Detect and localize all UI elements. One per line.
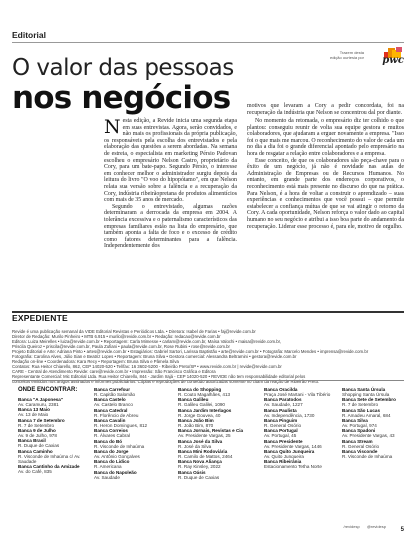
- store-name: Banca Mini Rodoviária: [178, 448, 228, 454]
- store-name: Banca do Lidico: [94, 459, 130, 465]
- header-rule: [12, 42, 404, 43]
- where-to-find-title: ONDE ENCONTRAR:: [18, 387, 78, 393]
- store-address: R. Duque de Caxias: [178, 474, 220, 480]
- store-name: Banca Nova Aliança: [178, 459, 222, 465]
- store-address: R. 7 de Setembro: [342, 402, 379, 408]
- expediente-line: Priscila Queiroz • priscila@revide.com.br, Paula Zufiani • paula@revide.com.br, Rose Rubini • rose@revide.com.br: [12, 344, 230, 350]
- store-address: R. Capitão Salomão: [94, 392, 136, 398]
- twitter-link[interactable]: @revidesp: [366, 524, 386, 529]
- store-name: Banca Visconde: [342, 448, 378, 454]
- section-label: Editorial: [12, 30, 47, 40]
- store-address: Av. do Café, 835: [18, 469, 52, 475]
- store-column: [178, 387, 260, 480]
- store-address: Av. Presidente Vargas, 25: [178, 433, 231, 439]
- store-item: [342, 428, 404, 438]
- store-item: [264, 418, 340, 428]
- store-name: Banca Castelo: [94, 397, 126, 403]
- store-item: [94, 439, 174, 449]
- headline-line-1: O valor das pessoas: [12, 55, 234, 81]
- facebook-link[interactable]: /revidesp: [343, 524, 360, 529]
- store-name: Banca Correios: [94, 428, 128, 434]
- store-name: Banca "A Japonesa": [18, 397, 64, 402]
- store-address: Av. Quito Junqueira: [264, 454, 304, 460]
- store-item: [264, 428, 340, 438]
- store-name: Banca Ribeirânia: [264, 459, 302, 465]
- page-header: [12, 30, 404, 42]
- store-address: R. Visconde de Inhaúma c/ Av. Saudade: [18, 453, 81, 464]
- store-address: Av. Castelo Branco: [94, 402, 133, 408]
- sponsor-line-2: edição ourtesia por: [329, 55, 364, 60]
- store-item: [264, 387, 340, 397]
- store-item: [18, 428, 90, 438]
- store-name: Banca Galileu: [178, 397, 209, 403]
- store-address: R. Galileu Galilei, 1090: [178, 402, 225, 408]
- store-name: Banca Caminho: [18, 448, 53, 454]
- expediente-line: Redação on-line • Coordenadora: Kara Recy • Reportagem: Bruna Silva e Pâmela Silva: [12, 359, 179, 365]
- store-address: R. José da Silva: [178, 443, 212, 449]
- store-address: R. Álvares Cabral: [94, 433, 130, 439]
- store-address: Av. Caramuru, 2381: [18, 402, 59, 408]
- store-name: Banca São Lucas: [342, 407, 381, 413]
- article-paragraph: Segundo o entrevistado, algumas razões determinaram a derrocada da empresa em 2004. A tolerância excessiva e o paternalismo característicos das empresas familiares estão na lista do empresário, que também aponta a falta de foco e o excesso de crédito como fatores determinantes para a falência. Independentemente dos: [104, 203, 237, 250]
- page-number: 5: [400, 527, 404, 533]
- sponsor-text: [302, 50, 364, 60]
- expediente-rule: [12, 311, 404, 313]
- article-paragraph: No momento da retomada, o empresário diz ter colhido o que plantou: conseguiu reunir de volta sua equipe gestora e muitos colaboradores, que ajudaram a erguer novamente a empresa. "Isso foi o que mais me marcou. O reconhecimento do valor de cada um no dia a dia foi o grande diferencial apontado pelo empresário na hora de resgatar a relação entre colaboradores e a empresa.: [247, 118, 404, 157]
- store-address: R. Florêncio de Abreu: [94, 412, 139, 418]
- expediente-line: Projeto Editorial e Arte: Adriana Pinto • artes@revide.com.br • Estagiários: Gabriel Sartori, Larissa Baptistão • arte@revide.com.br • Fotografia: Marcelo Mendes • imprensa@revide.com.br: [12, 349, 369, 355]
- headline-line-2: nos negócios: [12, 80, 231, 116]
- store-address: R. João Bim, 870: [178, 423, 214, 429]
- store-item: [18, 387, 90, 397]
- store-item: [264, 439, 340, 449]
- store-address: R. Camilo de Mattos, 2464: [178, 454, 233, 460]
- store-name: Banca do Bó: [94, 438, 123, 444]
- store-column: [264, 387, 340, 470]
- store-address: Av. Antônio Gonçalves: [94, 454, 140, 460]
- store-name: Banca Pinguim: [264, 417, 298, 423]
- article-paragraph: motivos que levaram a Cory a pedir concordata, foi na recuperação da indústria que Nelson se concentrou dal por diante.: [247, 103, 404, 116]
- store-address: R. Amadeu Amaral, 684: [342, 412, 391, 418]
- pwc-wordmark: pwc: [382, 55, 404, 66]
- store-name: Banca Sete de Setembro: [342, 397, 396, 403]
- store-address: Estacionamento Tetha Norte: [264, 464, 322, 470]
- store-name: Banca 7 de Setembro: [18, 417, 65, 423]
- expediente-line: Fotografia: Carolina Alves, Júlio Sian e Beatriz Lopes • Reportagem: Bruna Silva • Gestora comercial: Alessandra Beltramini • gestora@revide.com.br: [12, 354, 297, 360]
- store-item: [342, 408, 404, 418]
- store-item: [94, 428, 174, 438]
- store-name: Banca Presidente: [264, 438, 303, 444]
- store-name: Banca Portugal: [264, 428, 298, 434]
- store-name: Banca Cantinho da Amizade: [18, 464, 80, 470]
- store-column: [342, 387, 404, 459]
- article-column-2: [247, 118, 404, 296]
- store-column: [18, 387, 90, 474]
- store-address: R. Ray Kinsley, 2022: [178, 464, 221, 470]
- store-name: Banca Paratodos: [264, 397, 302, 403]
- store-name: Banca Santa Úrsula: [342, 387, 386, 392]
- store-name: Banca Jardim Interlagos: [178, 407, 232, 413]
- store-name: Banca do Jorge: [94, 448, 129, 454]
- expediente-line: Diretor de Redação: Murilo Pinheiro • MTB 6.915 • murilo@revide.com.br • Redação: redacao@revide.com.br: [12, 334, 221, 340]
- sponsor-line-1: Trazem desta: [339, 50, 364, 55]
- store-address: Av. Independência, 1730: [264, 412, 315, 418]
- article-paragraph: Esse conceito, de que os colaboradores são peça-chave para o êxito de um negócio, já não é novidade nas aulas de Administração de Empresas ou de Recursos Humanos. No entanto, em grande parte dos endereços corporativos, o reconhecimento está mais presente no discurso do que na prática. Para Nelson, é a hora de voltar a construir o aprendizado – suas experiências e conhecimentos que você possui – que permite estabelecer a confiança mútua de que se vai atingir o retorno da Cory. A cada oportunidade, Nelson reforça o valor dado ao capital humano no seu negócio e atribui a isso boa parte do andamento da recuperação. Liderar esse processo é, para ele, motivo de orgulho.: [247, 157, 404, 230]
- expediente-body: [12, 329, 404, 385]
- store-item: [94, 449, 174, 459]
- store-address: R. General Osório: [342, 443, 380, 449]
- social-links: [337, 524, 386, 529]
- store-item: [342, 449, 404, 459]
- store-address: R. Couto Magalhães, 413: [178, 392, 231, 398]
- store-address: Av. Portugal, 974: [342, 423, 377, 429]
- expediente-line: Representante Comercial: Mic Editorial Ltda. Rua Heitor Chiarello, 844 - Jardim Irajá - CEP 14020-520 • REVIDE não tem responsabilidade editorial pelos: [12, 374, 306, 380]
- expediente-line: CARE - Central de Atendimento Revide: care@revide.com.br • Impressão: São Francisco Gráfica e Editora: [12, 369, 216, 375]
- store-address: R. Visconde de Inhaúma: [342, 454, 393, 460]
- store-item: [94, 418, 174, 428]
- store-name: Banca Spadoni: [342, 428, 376, 434]
- store-address: R. Visconde de Inhaúma: [94, 443, 145, 449]
- pwc-logo: [370, 46, 404, 66]
- store-address: R. Jorge Gouvea, 40: [178, 412, 221, 418]
- store-item: [178, 387, 260, 397]
- store-name: Banca do Shopping: [178, 387, 222, 392]
- store-item: [178, 418, 260, 428]
- store-item: [264, 459, 340, 469]
- store-name: Banca Carrefour: [94, 387, 130, 392]
- store-address: R. Heron Domingues, 812: [94, 423, 148, 429]
- store-item: [178, 428, 260, 438]
- store-name: Banca Catedral: [94, 407, 128, 413]
- store-name: Banca Silva: [342, 417, 368, 423]
- store-item: [18, 418, 90, 428]
- store-name: Banca Stream: [342, 438, 373, 444]
- store-name: Banca 13 Maio: [18, 407, 50, 413]
- store-item: [178, 408, 260, 418]
- store-address: R. General Osório: [264, 423, 302, 429]
- store-item: [178, 459, 260, 469]
- store-item: [264, 449, 340, 459]
- store-item: [342, 387, 404, 397]
- expediente-line: Revide é uma publicação semanal da VIDE Editorial Revistas e Periódicos Ltda. • Diretora: Isabel de Farias • faj@revide.com.br: [12, 329, 256, 334]
- store-address: R. Americana: [94, 464, 122, 470]
- store-name: Banca Jornais, Revistas e Cia: [178, 428, 244, 434]
- store-address: Av. 13 de Maio: [18, 412, 49, 418]
- store-name: Banca Quito Junqueira: [264, 448, 315, 454]
- store-item: [342, 439, 404, 449]
- store-item: [342, 418, 404, 428]
- store-item: [178, 439, 260, 449]
- store-address: Av. Presidente Vargas, 1446: [264, 443, 322, 449]
- store-column: [94, 387, 174, 480]
- sponsor-block: [284, 46, 404, 68]
- expediente-line: Editora: Luiza Meirelles • luiza@revide.com.br • Reportagem: Carla Mimesse • carlam@revide.com.br, Maísa Valochi • maisa@revide.com.br,: [12, 339, 282, 345]
- store-name: Banca João Bim: [178, 417, 214, 423]
- store-item: [94, 459, 174, 469]
- store-name: Banca Oásis: [178, 469, 206, 475]
- store-item: [18, 407, 90, 417]
- store-item: [264, 397, 340, 407]
- store-item: [94, 397, 174, 407]
- store-address: Praça José Martani - Vila Tibério: [264, 392, 331, 398]
- store-name: Banca Oracilda: [264, 387, 298, 392]
- store-address: Av. 9 de Julho, 978: [18, 433, 57, 439]
- store-name: Banca Brasil: [18, 438, 46, 444]
- store-item: [18, 438, 90, 448]
- store-name: Banca Paulista: [264, 407, 297, 413]
- store-address: Av. Saudade: [94, 474, 120, 480]
- article-paragraph: esta edição, a Revide inicia uma segunda etapa em suas entrevistas. Agora, serão convidados, e não mais os profissionais da própria publicação, os responsáveis pela escolha dos entrevistados e pela elaboração das questões a serem abordadas. Na semana de estreia, o especialista em marketing Pérsio Padovan escolheu o empresário Nelson Castro, proprietário da Cory, para um bate-papo. Segundo Pérsio, o interesse em conhecer melhor o administrador surgiu depois da leitura do livro "O voo do hipopótamo", em que Nelson relata sua versão sobre a falência e a recuperação da Cory, indústria ribeirãopretana de produtos alimentícios com mais de 35 anos de mercado.: [104, 118, 237, 204]
- store-item: [342, 397, 404, 407]
- store-address: Av. Portugal, 45: [264, 433, 297, 439]
- drop-cap: N: [104, 116, 121, 138]
- store-address: R. Duque de Caxias: [18, 443, 60, 449]
- expediente-line: conceitos emitidos nos artigos assinados e informes publicitários. Cópias e reproduções de conteúdo autorizadas somente no citam da reação de Ribeirão Preto.: [12, 379, 320, 385]
- store-item: [264, 408, 340, 418]
- store-item: [178, 449, 260, 459]
- store-item: [94, 408, 174, 418]
- store-item: [94, 387, 174, 397]
- expediente-line: Contatos: Rua Heitor Chiarello, 862, CEP 14020-520 • Tel/fax: 16 3602-5200 - Ribeirão Preto/SP • www.revide.com.br | revide@revide.com.br: [12, 364, 282, 370]
- store-address: Av. Saudade, 1227: [264, 402, 303, 408]
- store-item: [94, 470, 174, 480]
- article-column-1: [104, 118, 237, 296]
- store-item: [18, 397, 90, 407]
- store-address: Av. Presidente Vargas, 43: [342, 433, 395, 439]
- store-item: [18, 464, 90, 474]
- expediente-title: EXPEDIENTE: [12, 313, 68, 323]
- store-name: Banca 9 de Julho: [18, 427, 56, 433]
- store-item: [18, 449, 90, 464]
- article-column-2-top: [247, 103, 404, 116]
- store-address: R. 7 de Setembro: [18, 422, 55, 428]
- store-item: [178, 397, 260, 407]
- store-address: Shopping Santa Úrsula: [342, 392, 390, 398]
- store-name: Banca do Napoleão: [94, 469, 137, 475]
- store-item: [178, 470, 260, 480]
- store-name: Banca Cavalin: [94, 417, 126, 423]
- where-to-find-box: [12, 380, 404, 532]
- store-name: Banca José da Silva: [178, 438, 223, 444]
